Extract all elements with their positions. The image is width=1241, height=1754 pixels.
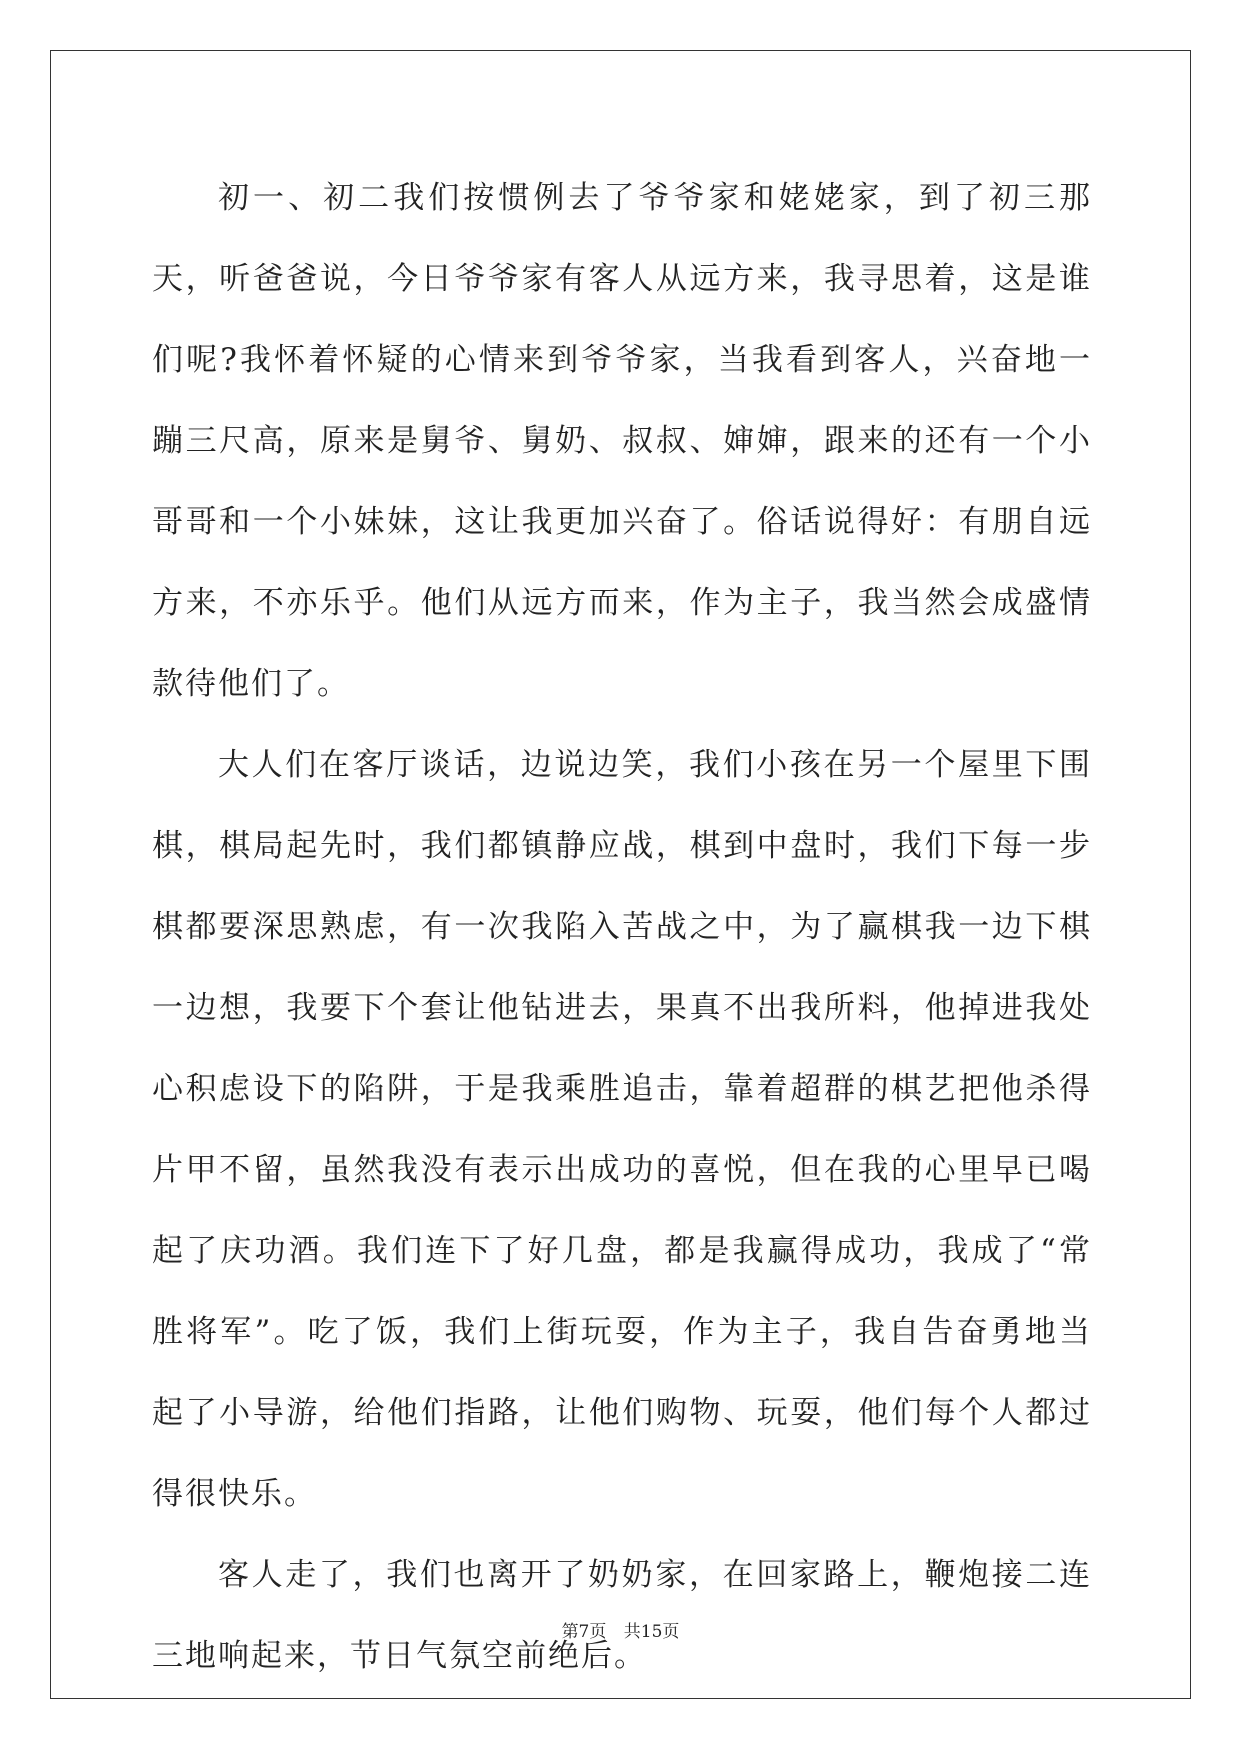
paragraph: 客人走了，我们也离开了奶奶家，在回家路上，鞭炮接二连三地响起来，节日气氛空前绝后。: [152, 1557, 1092, 1674]
paragraph: 初一、初二我们按惯例去了爷爷家和姥姥家，到了初三那天，听爸爸说，今日爷爷家有客人从远方来，我寻思着，这是谁们呢?我怀着怀疑的心情来到爷爷家，当我看到客人，兴奋地一蹦三尺高，原来是舅爷、舅奶、叔叔、婶婶，跟来的还有一个小哥哥和一个小妹妹，这让我更加兴奋了。俗话说得好：有朋自远方来，不亦乐乎。他们从远方而来，作为主子，我当然会成盛情款待他们了。: [152, 180, 1092, 702]
document-body: [152, 158, 1092, 1697]
paragraph: 大人们在客厅谈话，边说边笑，我们小孩在另一个屋里下围棋，棋局起先时，我们都镇静应战，棋到中盘时，我们下每一步棋都要深思熟虑，有一次我陷入苦战之中，为了赢棋我一边下棋一边想，我要下个套让他钻进去，果真不出我所料，他掉进我处心积虑设下的陷阱，于是我乘胜追击，靠着超群的棋艺把他杀得片甲不留，虽然我没有表示出成功的喜悦，但在我的心里早已喝起了庆功酒。我们连下了好几盘，都是我赢得成功，我成了“常胜将军”。吃了饭，我们上街玩耍，作为主子，我自告奋勇地当起了小导游，给他们指路，让他们购物、玩耍，他们每个人都过得很快乐。: [152, 747, 1092, 1512]
page-footer: [0, 1617, 1241, 1642]
page-total: 共15页: [623, 1622, 680, 1642]
page-number: 第7页: [561, 1622, 607, 1642]
